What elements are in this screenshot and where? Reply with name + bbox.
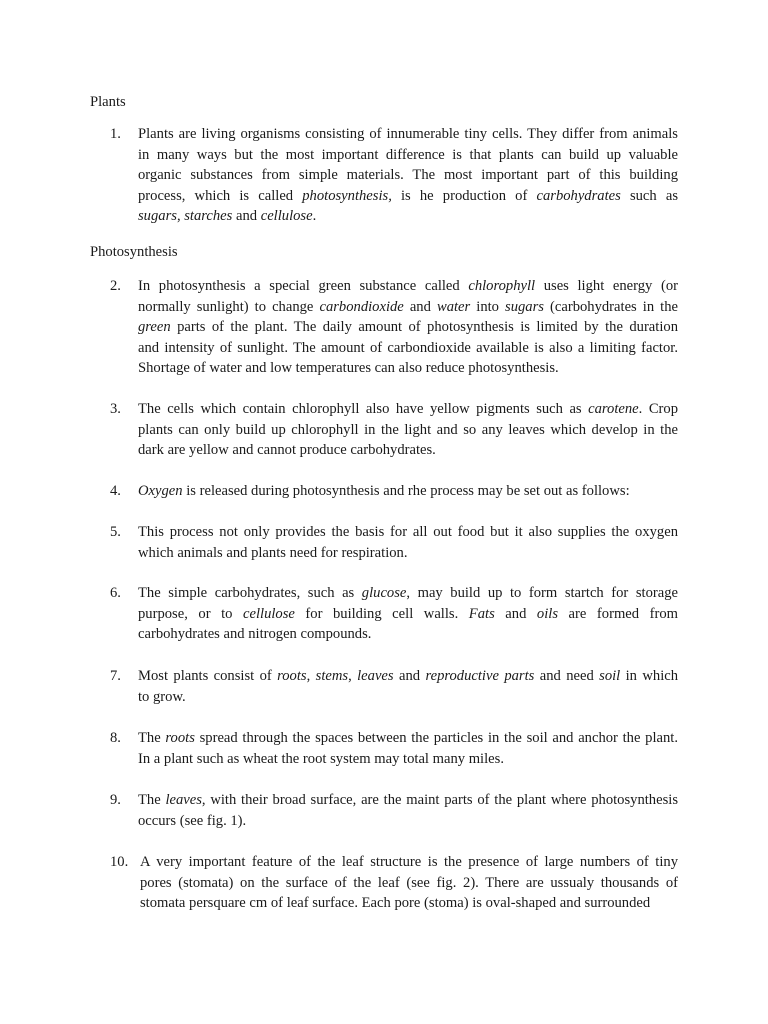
text-run: The cells which contain chlorophyll also have yellow pigments such as [138, 401, 589, 417]
section-heading-plants: Plants [90, 94, 126, 110]
paragraph-text [110, 583, 678, 645]
text-line [138, 358, 678, 379]
emphasized-term: Fats [468, 605, 495, 622]
paragraph-text [110, 481, 678, 502]
text-run: is he production of [391, 187, 537, 204]
text-run: in which [620, 668, 679, 684]
text-run: In photosynthesis a special green substance called [138, 278, 469, 294]
emphasized-term: leaves [165, 792, 202, 808]
text-line [138, 297, 678, 318]
paragraph-text [110, 852, 678, 914]
text-run: The [138, 730, 166, 746]
numbered-paragraph-10 [110, 852, 678, 914]
text-run: plants can only build up chlorophyll in the light and so any leaves which develop in the [138, 421, 678, 438]
emphasized-term: Oxygen [138, 483, 183, 499]
text-run: Plants are living organisms consisting of innumerable tiny cells. They differ from animals [138, 126, 678, 142]
text-run: . Crop [638, 401, 679, 417]
text-run: , [306, 668, 316, 684]
text-run: A very important feature of the leaf structure is the presence of large numbers of tiny [140, 854, 678, 870]
text-line [138, 124, 678, 145]
text-run: Most plants consist of [138, 668, 278, 684]
text-run: in many ways but the most important difference is that plants can build up valuable [138, 146, 678, 163]
text-run: dark are yellow and cannot produce carbohydrates. [138, 442, 436, 458]
text-run: parts of the plant. The daily amount of photosynthesis is limited by the duration [170, 319, 678, 335]
text-run: are formed from [558, 605, 678, 622]
numbered-paragraph-6 [110, 583, 678, 645]
text-line [138, 145, 678, 166]
text-run: , may build up to form startch for storage [406, 585, 678, 601]
text-run: (carbohydrates in the [543, 298, 679, 315]
paragraph-text [110, 399, 678, 461]
text-line [138, 624, 678, 645]
text-run: and need [534, 668, 600, 684]
text-run: for building cell walls. [294, 605, 469, 622]
text-run: such as [620, 187, 678, 204]
emphasized-term: leaves [357, 668, 394, 684]
text-run: and [232, 208, 261, 224]
text-run: is released during photosynthesis and rhe process may be set out as follows: [182, 483, 630, 499]
emphasized-term: carbondioxide [319, 298, 404, 315]
text-run: uses light energy (or [535, 278, 678, 294]
text-line [138, 666, 678, 687]
text-line [138, 687, 678, 708]
text-run: and [393, 668, 426, 684]
text-line [140, 873, 678, 894]
text-run: occurs (see fig. 1). [138, 812, 247, 829]
emphasized-term: photosynthesis, [302, 187, 392, 204]
text-run: Shortage of water and low temperatures can also reduce photosynthesis. [138, 360, 559, 376]
text-run: spread through the spaces between the particles in the soil and anchor the plant. [194, 730, 679, 746]
text-run: The [138, 792, 166, 808]
paragraph-text [110, 124, 678, 227]
emphasized-term: sugars [138, 208, 177, 224]
emphasized-term: glucose [361, 585, 407, 601]
text-run: The simple carbohydrates, such as [138, 585, 362, 601]
emphasized-term: roots [277, 668, 307, 684]
text-line [138, 420, 678, 441]
emphasized-term: oils [536, 605, 559, 622]
text-line [138, 583, 678, 604]
text-line [138, 481, 678, 502]
paragraph-number: 1. [110, 126, 121, 142]
text-run: and [403, 298, 437, 315]
text-run: carbohydrates and nitrogen compounds. [138, 626, 372, 642]
text-line [138, 276, 678, 297]
text-line [138, 165, 678, 186]
numbered-paragraph-8 [110, 728, 678, 769]
paragraph-number: 5. [110, 524, 121, 540]
text-line [140, 852, 678, 873]
text-run: which animals and plants need for respiration. [138, 544, 408, 561]
text-line [138, 186, 678, 207]
numbered-paragraph-5 [110, 522, 678, 563]
text-run: This process not only provides the basis for all out food but it also supplies the oxygen [138, 524, 678, 540]
paragraph-number: 3. [110, 401, 121, 417]
paragraph-number: 7. [110, 668, 121, 684]
paragraph-text [110, 276, 678, 379]
text-run: to grow. [138, 688, 186, 705]
text-line [138, 543, 678, 564]
text-line [138, 317, 678, 338]
text-run: , with their broad surface, are the maint parts of the plant where photosynthesis [201, 792, 678, 808]
emphasized-term: sugars [505, 298, 544, 315]
text-run: into [470, 298, 506, 315]
text-run: pores (stomata) on the surface of the leaf (see fig. 2). There are ussualy thousands of [140, 874, 678, 891]
numbered-paragraph-4 [110, 481, 678, 502]
emphasized-term: carbohydrates [536, 187, 621, 204]
text-run: process, which is called [138, 187, 303, 204]
emphasized-term: cellulose [260, 208, 313, 224]
text-run: and intensity of sunlight. The amount of carbondioxide available is also a limiting factor. [138, 339, 678, 356]
paragraph-text [110, 790, 678, 831]
text-run: and [494, 605, 537, 622]
numbered-paragraph-3 [110, 399, 678, 461]
text-run: organic substances from simple materials. The most important part of this building [138, 167, 678, 183]
paragraph-number: 8. [110, 730, 121, 746]
text-line [138, 728, 678, 749]
numbered-paragraph-1 [110, 124, 678, 227]
section-heading-photosynthesis: Photosynthesis [90, 244, 178, 260]
numbered-paragraph-2 [110, 276, 678, 379]
paragraph-number: 9. [110, 792, 121, 808]
emphasized-term: roots [165, 730, 195, 746]
text-line [138, 399, 678, 420]
text-line [138, 749, 678, 770]
paragraph-number: 6. [110, 585, 121, 601]
text-run: , [348, 668, 358, 684]
emphasized-term: starches [184, 208, 233, 224]
paragraph-number: 4. [110, 483, 121, 499]
paragraph-text [110, 728, 678, 769]
numbered-paragraph-7 [110, 666, 678, 707]
paragraph-text [110, 666, 678, 707]
text-run: In a plant such as wheat the root system may total many miles. [138, 750, 504, 767]
emphasized-term: soil [599, 668, 621, 684]
text-line [140, 893, 678, 914]
text-run: . [312, 208, 317, 224]
text-line [138, 790, 678, 811]
text-line [138, 522, 678, 543]
text-run: , [176, 208, 185, 224]
emphasized-term: chlorophyll [468, 278, 536, 294]
text-line [138, 604, 678, 625]
paragraph-number: 2. [110, 278, 121, 294]
emphasized-term: water [436, 298, 471, 315]
numbered-paragraph-9 [110, 790, 678, 831]
text-line [138, 811, 678, 832]
emphasized-term: reproductive parts [425, 668, 535, 684]
text-line [138, 206, 678, 227]
paragraph-text [110, 522, 678, 563]
text-run: purpose, or to [138, 605, 243, 622]
emphasized-term: carotene [588, 401, 639, 417]
text-run: stomata persquare cm of leaf surface. Each pore (stoma) is oval-shaped and surrounded [140, 895, 651, 911]
text-line [138, 338, 678, 359]
text-line [138, 440, 678, 461]
emphasized-term: stems [315, 668, 349, 684]
emphasized-term: cellulose [243, 605, 295, 622]
paragraph-number: 10. [110, 854, 129, 870]
text-run: normally sunlight) to change [138, 298, 320, 315]
emphasized-term: green [138, 319, 171, 335]
